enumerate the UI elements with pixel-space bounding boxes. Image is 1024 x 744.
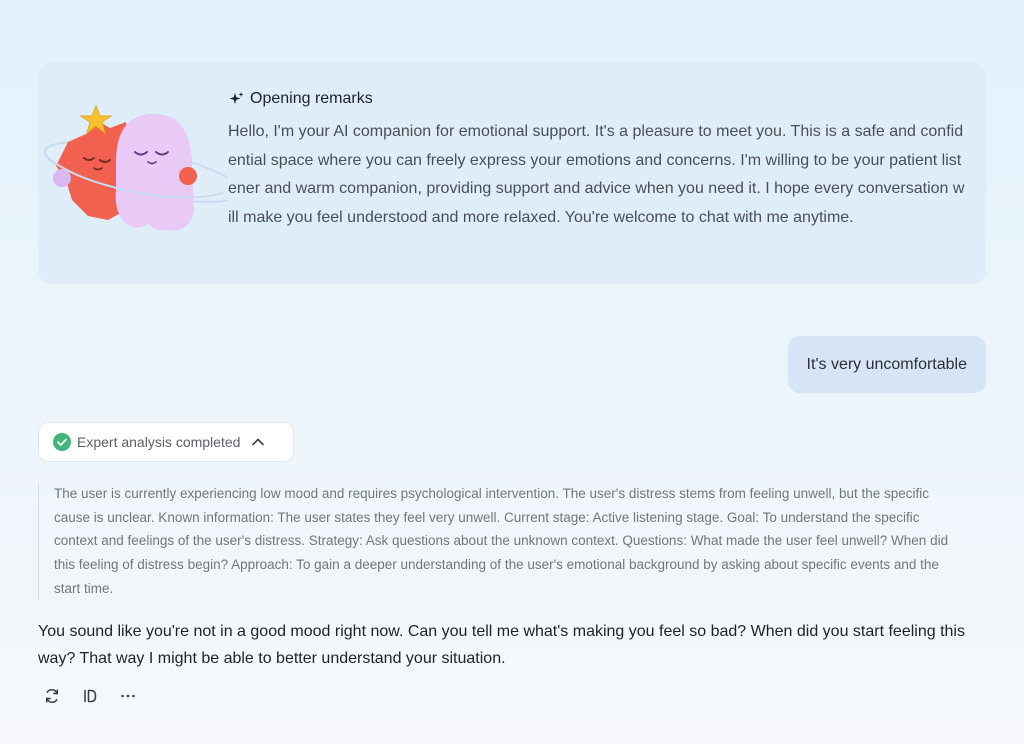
user-message-text: It's very uncomfortable bbox=[806, 355, 967, 373]
check-circle-icon bbox=[53, 433, 71, 451]
mascot-illustration bbox=[38, 92, 228, 242]
copy-id-button[interactable] bbox=[80, 686, 100, 706]
refresh-icon bbox=[43, 687, 61, 705]
expert-analysis-label: Expert analysis completed bbox=[77, 434, 241, 450]
chevron-up-icon bbox=[250, 434, 266, 450]
opening-remarks-title: Opening remarks bbox=[250, 90, 373, 107]
message-actions bbox=[42, 684, 138, 708]
opening-remarks-card bbox=[38, 62, 986, 284]
expert-analysis-text: The user is currently experiencing low mood and requires psychological intervention. The user's distress stems from feeling unwell, but the specific cause is unclear. Known information: The user states they feel very unwell. Current stage: Active listening stage. Goal: To understand the specific context and feelings of the user's distress. Strategy: Ask questions about the unknown context. Questions: What made the user feel unwell? When did this feeling of distress begin? Approach: To gain a deeper understanding of the user's emotional background by asking about specific events and the start time. bbox=[38, 482, 958, 601]
more-icon bbox=[119, 687, 137, 705]
regenerate-button[interactable] bbox=[42, 686, 62, 706]
user-message-bubble bbox=[788, 336, 986, 393]
expert-analysis-toggle[interactable] bbox=[38, 422, 294, 462]
assistant-reply-text: You sound like you're not in a good mood right now. Can you tell me what's making you feel so bad? When did you start feeling this way? That way I might be able to better understand your situation. bbox=[38, 623, 965, 667]
sparkle-icon bbox=[228, 91, 244, 107]
more-options-button[interactable] bbox=[118, 686, 138, 706]
opening-remarks-text: Hello, I'm your AI companion for emotional support. It's a pleasure to meet you. This is a safe and confidential space where you can freely express your emotions and concerns. I'm willing to be your patient listener and warm companion, providing support and advice when you need it. I hope every conversation will make you feel understood and more relaxed. You're welcome to chat with me anytime. bbox=[228, 123, 965, 226]
id-icon bbox=[81, 687, 99, 705]
opening-remarks-title-row bbox=[228, 90, 373, 108]
